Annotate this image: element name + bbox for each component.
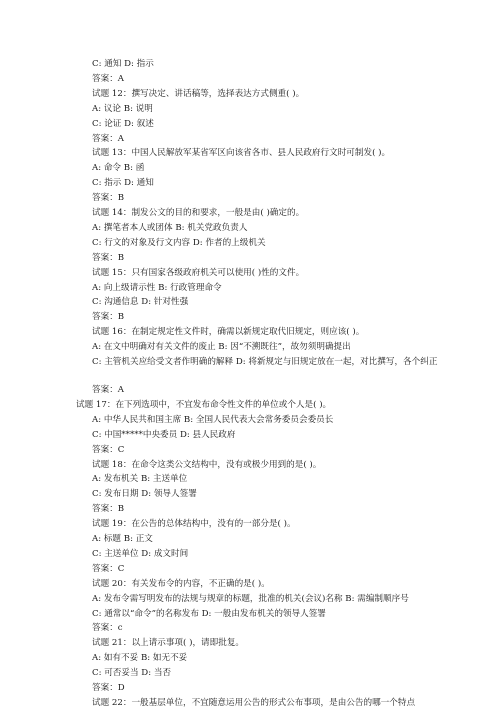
- option-line: C: 通知 D: 指示: [92, 59, 154, 69]
- answer-line: 答案：B: [92, 252, 125, 263]
- answer-line: 答案：D: [92, 683, 125, 693]
- option-line: A: 如有不妥 B: 如无不妥: [92, 653, 188, 664]
- option-line: A: 向上级请示性 B: 行政管理命令: [92, 282, 222, 293]
- option-line: C: 中国*****中央委员 D: 县人民政府: [92, 429, 236, 440]
- option-line: A: 中华人民共和国主席 B: 全国人民代表大会常务委员会委员长: [92, 414, 334, 425]
- answer-line: 答案：B: [92, 504, 125, 515]
- option-line: A: 发布机关 B: 主送单位: [92, 474, 188, 485]
- answer-line: 答案：B: [92, 193, 125, 204]
- question-line: 试题 22：一般基层单位，不宜随意运用公告的形式公布事项，是由公告的哪一个特点: [92, 697, 416, 708]
- option-line: A: 议论 B: 说明: [92, 103, 153, 114]
- question-line: 试题 12：撰写决定、讲话稿等，选择表达方式侧重( )。: [92, 88, 305, 99]
- question-line: 试题 14：制发公文的目的和要求，一般是由( )确定的。: [92, 208, 305, 218]
- answer-line: 答案：C: [92, 444, 125, 455]
- option-line: A: 命令 B: 函: [92, 163, 145, 174]
- answer-line: 答案：c: [92, 623, 123, 634]
- question-line: 试题 18：在命令这类公文结构中，没有或极少用到的是( )。: [92, 459, 322, 470]
- question-line: 试题 13：中国人民解放军某省军区向该省各市、县人民政府行文时可制发( )。: [92, 148, 391, 159]
- option-line: C: 指示 D: 通知: [92, 178, 154, 189]
- option-line: C: 可否妥当 D: 当否: [92, 668, 172, 679]
- option-line: C: 论证 D: 叙述: [92, 118, 154, 129]
- answer-line: 答案：C: [92, 563, 125, 574]
- option-line: C: 行文的对象及行文内容 D: 作者的上级机关: [92, 237, 266, 248]
- option-line: C: 发布日期 D: 领导人签署: [92, 489, 197, 500]
- option-line: A: 标题 B: 正文: [92, 534, 153, 544]
- answer-line: 答案：A: [92, 385, 124, 395]
- option-line: A: 在文中明确对有关文件的废止 B: 因“不溯既往”，故勿须明确提出: [92, 342, 351, 353]
- question-line: 试题 15：只有国家各级政府机关可以使用( )性的文件。: [92, 267, 305, 278]
- question-line: 试题 19：在公告的总体结构中，没有的一部分是( )。: [92, 519, 296, 530]
- option-line: C: 主送单位 D: 成文时间: [92, 548, 189, 559]
- question-line: 试题 21：以上请示事项( )，请即批复。: [92, 638, 245, 649]
- option-line: C: 沟通信息 D: 针对性强: [92, 297, 189, 308]
- answer-line: 答案：B: [92, 312, 125, 323]
- answer-line: 答案：A: [92, 133, 124, 144]
- option-line: A: 撰笔者本人或团体 B: 机关党政负责人: [92, 222, 248, 233]
- question-line: 试题 20：有关发布令的内容，不正确的是( )。: [92, 578, 270, 589]
- option-line-wrapped: C: 主管机关应给受文者作明确的解释 D: 将新规定与旧规定放在一起，对比撰写，各个纠正: [92, 357, 438, 367]
- option-line: C: 通常以“命令”的名称发布 D: 一般由发布机关的领导人签署: [92, 608, 326, 619]
- answer-line: 答案：A: [92, 73, 124, 84]
- option-line: A: 发布令需写明发布的法规与规章的标题，批准的机关(会议)名称 B: 需编制顺序号: [92, 593, 409, 604]
- question-line: 试题 17：在下列选项中，不宜发布命令性文件的单位或个人是( )。: [76, 399, 332, 410]
- question-line: 试题 16：在制定规定性文件时，确需以新规定取代旧规定，则应该( )。: [92, 327, 365, 338]
